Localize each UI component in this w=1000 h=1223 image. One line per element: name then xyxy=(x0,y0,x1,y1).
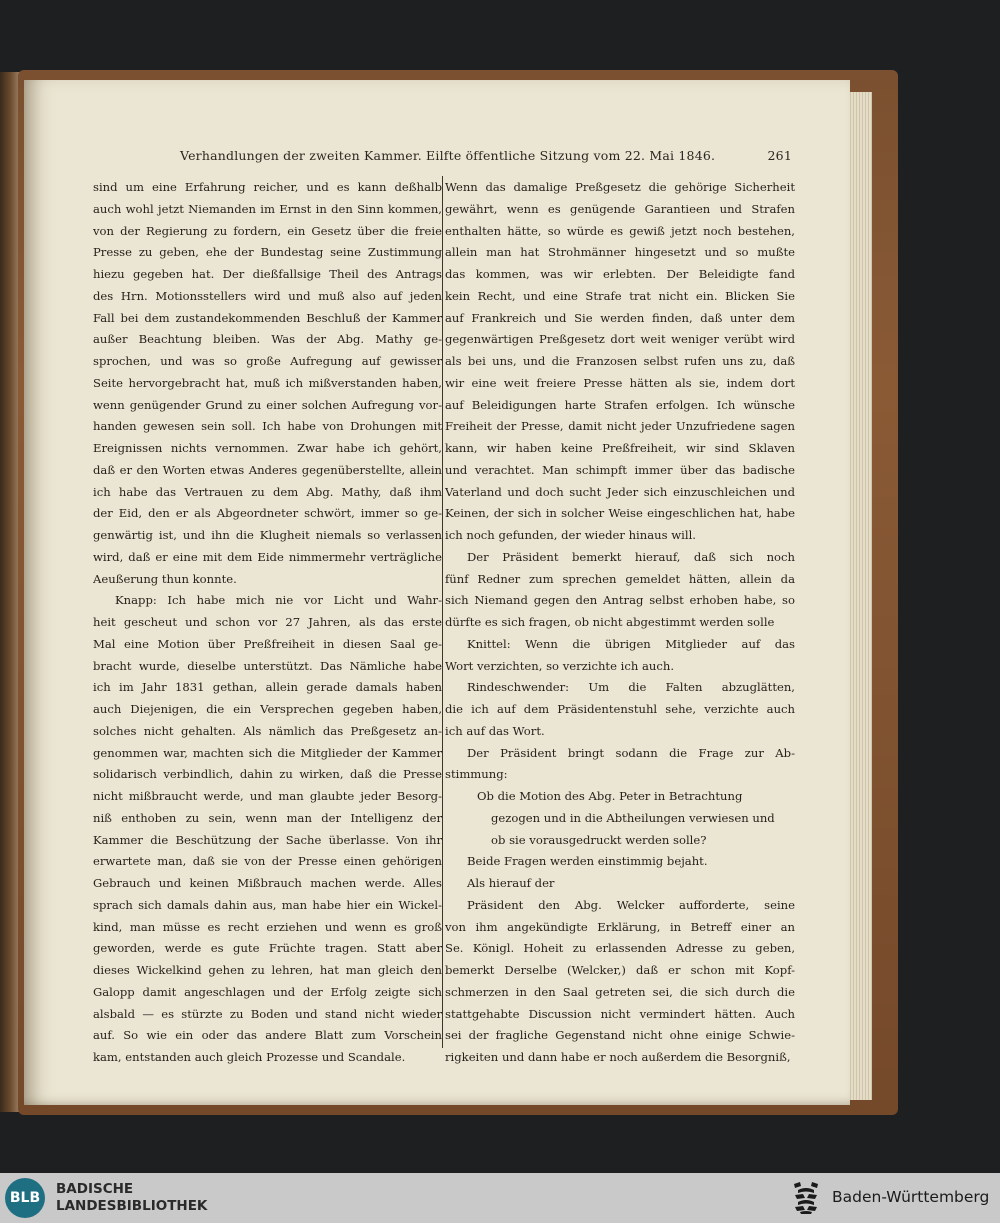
text-line: Aeußerung thun konnte. xyxy=(93,571,237,586)
text-line: stimmung: xyxy=(445,767,508,782)
text-line: bracht wurde, dieselbe unterstützt. Das Nämliche habe xyxy=(93,658,442,673)
text-line: sich Niemand gegen den Antrag selbst erhoben habe, so xyxy=(445,593,795,608)
text-line: sind um eine Erfahrung reicher, und es kann deßhalb xyxy=(93,180,442,194)
text-line: Der Präsident bringt sodann die Frage zur Ab- xyxy=(467,745,795,760)
text-line: daß er den Worten etwas Anderes gegenüberstellte, allein xyxy=(93,462,442,477)
text-line: kam, entstanden auch gleich Prozesse und Scandale. xyxy=(93,1050,406,1064)
text-line: kind, man müsse es recht erziehen und wenn es groß xyxy=(93,919,442,934)
text-line: kann, wir haben keine Preßfreiheit, wir sind Sklaven xyxy=(445,441,795,455)
text-line: allein man hat Strohmänner hingesetzt und so mußte xyxy=(445,245,795,260)
text-line: des Hrn. Motionsstellers wird und muß also auf jeden xyxy=(93,288,442,303)
text-line: als bei uns, und die Franzosen selbst rufen uns zu, daß xyxy=(445,354,795,368)
text-line: von der Regierung zu fordern, ein Gesetz über die freie xyxy=(93,223,442,238)
text-line: erwartete man, daß sie von der Presse einen gehörigen xyxy=(93,854,442,869)
text-line: sprach sich damals dahin aus, man habe hier ein Wickel- xyxy=(93,897,442,912)
text-line: rigkeiten und dann habe er noch außerdem die Besorgniß, xyxy=(445,1050,791,1064)
text-line: und verachtet. Man schimpft immer über das badische xyxy=(445,462,795,477)
text-line: ob sie vorausgedruckt werden solle? xyxy=(491,832,707,847)
text-line: Knapp: Ich habe mich nie vor Licht und Wahr- xyxy=(115,593,442,608)
text-line: stattgehabte Discussion nicht vermindert hätten. Auch xyxy=(445,1006,795,1021)
text-line: von ihm angekündigte Erklärung, in Betreff einer an xyxy=(445,919,795,934)
text-line: außer Beachtung bleiben. Was der Abg. Mathy ge- xyxy=(93,332,442,347)
text-line: auf. So wie ein oder das andere Blatt zum Vorschein xyxy=(93,1028,442,1043)
text-line: ich im Jahr 1831 gethan, allein gerade damals haben xyxy=(93,680,442,695)
text-line: Der Präsident bemerkt hierauf, daß sich noch xyxy=(467,549,795,564)
text-line: wenn genügender Grund zu einer solchen Aufregung vor- xyxy=(93,397,442,412)
text-line: niß enthoben zu sein, wenn man der Intelligenz der xyxy=(93,810,442,825)
text-line: Als hierauf der xyxy=(467,876,555,890)
text-line: auch Diejenigen, die ein Versprechen gegeben haben, xyxy=(93,702,442,716)
blb-library-name[interactable] xyxy=(56,1181,207,1215)
text-line: Ob die Motion des Abg. Peter in Betrachtung xyxy=(477,789,743,803)
text-line: Rindeschwender: Um die Falten abzuglätten, xyxy=(467,680,795,695)
text-line: geworden, werde es gute Früchte tragen. Statt aber xyxy=(93,941,442,956)
text-line: die ich auf dem Präsidentenstuhl sehe, verzichte auch xyxy=(445,702,795,716)
text-line: Wort verzichten, so verzichte ich auch. xyxy=(445,658,675,673)
text-line: Gebrauch und keinen Mißbrauch machen werde. Alles xyxy=(93,876,442,890)
running-title: Verhandlungen der zweiten Kammer. Eilfte öffentliche Sitzung vom 22. Mai 1846. xyxy=(180,148,716,163)
text-line: gezogen und in die Abtheilungen verwiesen und xyxy=(491,810,775,825)
text-line: ich habe das Vertrauen zu dem Abg. Mathy, daß ihm xyxy=(93,484,442,499)
text-line: gewährt, wenn es genügende Garantieen und Strafen xyxy=(445,201,795,216)
text-line: fünf Redner zum sprechen gemeldet hätten, allein da xyxy=(445,571,795,586)
right-text-column xyxy=(445,177,795,1069)
stag-coat-of-arms-icon xyxy=(791,1181,821,1215)
text-line: nicht mißbraucht werde, und man glaubte jeder Besorg- xyxy=(93,789,442,803)
text-line: Fall bei dem zustandekommenden Beschluß der Kammer xyxy=(93,310,442,325)
text-line: auf Beleidigungen harte Strafen erfolgen. Ich wünsche xyxy=(445,397,795,412)
text-line: solches nicht gehalten. Als nämlich das Preßgesetz an- xyxy=(93,723,442,738)
text-line: genwärtig ist, und ihn die Klugheit niemals so verlassen xyxy=(93,528,442,542)
blb-name-line1: BADISCHE xyxy=(56,1181,134,1197)
text-line: alsbald — es stürzte zu Boden und stand nicht wieder xyxy=(93,1006,442,1021)
text-line: Kammer die Beschützung der Sache überlasse. Von ihr xyxy=(93,832,442,847)
blb-logo[interactable]: BLB xyxy=(5,1178,45,1218)
text-line: wird, daß er eine mit dem Eide nimmermehr verträgliche xyxy=(93,549,442,564)
text-line: Knittel: Wenn die übrigen Mitglieder auf das xyxy=(467,636,795,651)
text-line: sei der fragliche Gegenstand nicht ohne einige Schwie- xyxy=(445,1028,795,1043)
text-line: solidarisch verbindlich, dahin zu wirken, daß die Presse xyxy=(93,767,442,782)
text-line: auch wohl jetzt Niemanden im Ernst in den Sinn kommen, xyxy=(93,201,442,216)
text-line: sprochen, und was so große Aufregung auf gewisser xyxy=(93,354,442,368)
baden-wuerttemberg-label[interactable]: Baden-Württemberg xyxy=(832,1188,990,1206)
text-line: ich auf das Wort. xyxy=(445,723,545,738)
text-line: bemerkt Derselbe (Welcker,) daß er schon mit Kopf- xyxy=(445,963,795,977)
text-line: heit gescheut und schon vor 27 Jahren, als das erste xyxy=(93,615,442,629)
column-divider xyxy=(442,176,443,1048)
page-header xyxy=(180,148,792,170)
text-line: das kommen, was wir erlebten. Der Beleidigte fand xyxy=(445,267,795,281)
text-line: ich noch gefunden, der wieder hinaus will. xyxy=(445,528,696,542)
text-line: auf Frankreich und Sie werden finden, daß unter dem xyxy=(445,310,795,325)
text-line: Seite hervorgebracht hat, muß ich mißverstanden haben, xyxy=(93,375,442,390)
text-line: der Eid, den er als Abgeordneter schwört, immer so ge- xyxy=(93,506,442,521)
text-line: Präsident den Abg. Welcker aufforderte, seine xyxy=(467,897,795,912)
text-line: Presse zu geben, ehe der Bundestag seine Zustimmung xyxy=(93,245,442,260)
text-line: Se. Königl. Hoheit zu erlassenden Adresse zu geben, xyxy=(445,941,795,956)
text-line: Freiheit der Presse, damit nicht jeder Unzufriedene sagen xyxy=(445,419,795,434)
text-line: wir eine weit freiere Presse hätten als sie, indem dort xyxy=(445,375,795,390)
text-line: Galopp damit angeschlagen und der Erfolg zeigte sich xyxy=(93,984,442,999)
text-line: Wenn das damalige Preßgesetz die gehörige Sicherheit xyxy=(445,180,795,194)
text-line: gegenwärtigen Preßgesetz dort weit weniger verübt wird xyxy=(445,332,795,347)
text-line: schmerzen in den Saal getreten sei, die sich durch die xyxy=(445,984,795,999)
text-line: dürfte es sich fragen, ob nicht abgestimmt werden solle xyxy=(445,615,775,629)
text-line: Keinen, der sich in solcher Weise eingeschlichen hat, habe xyxy=(445,506,795,521)
left-text-column xyxy=(93,177,442,1069)
text-line: enthalten hätte, so würde es gewiß jetzt noch bestehen, xyxy=(445,223,795,238)
text-line: genommen war, machten sich die Mitglieder der Kammer xyxy=(93,745,442,760)
blb-name-line2: LANDESBIBLIOTHEK xyxy=(56,1198,208,1214)
viewer-footer-bar xyxy=(0,1173,1000,1223)
text-line: kein Recht, und eine Strafe trat nicht ein. Blicken Sie xyxy=(445,288,795,303)
page-number: 261 xyxy=(767,148,792,163)
text-line: hiezu gegeben hat. Der dießfallsige Theil des Antrags xyxy=(93,267,442,281)
text-line: Vaterland und doch sucht Jeder sich einzuschleichen und xyxy=(445,484,795,499)
text-line: dieses Wickelkind gehen zu lehren, hat man gleich den xyxy=(93,963,442,977)
text-line: Ereignissen nichts vernommen. Zwar habe ich gehört, xyxy=(93,441,442,455)
text-line: Mal eine Motion über Preßfreiheit in diesen Saal ge- xyxy=(93,636,442,651)
text-line: handen gewesen sein soll. Ich habe von Drohungen mit xyxy=(93,419,442,434)
text-line: Beide Fragen werden einstimmig bejaht. xyxy=(467,854,708,869)
